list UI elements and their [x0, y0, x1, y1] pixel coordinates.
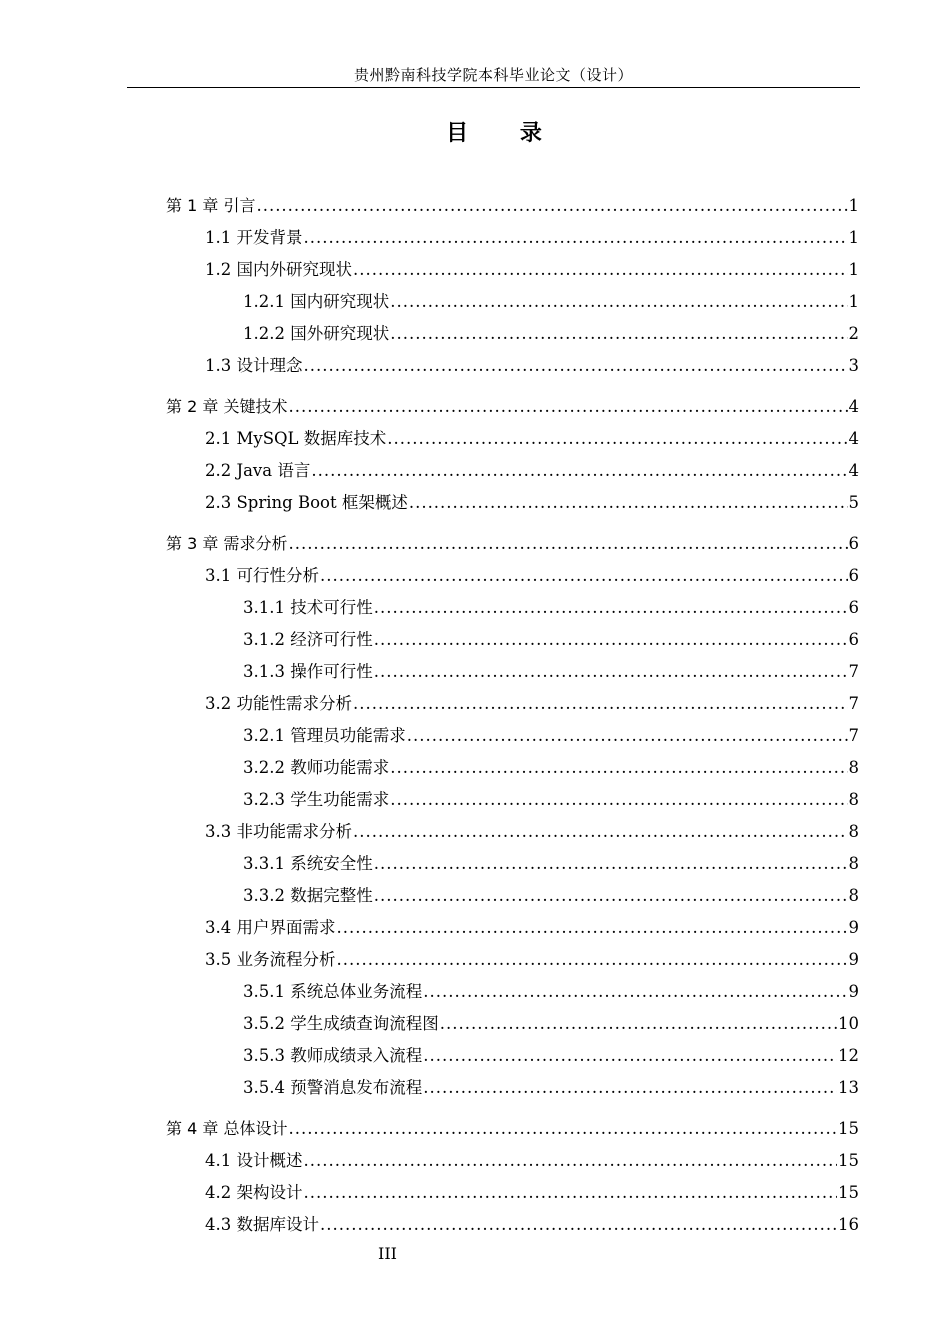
toc-dot-leader [304, 354, 848, 378]
toc-section-entry[interactable] [205, 427, 859, 451]
page-number: III [378, 1244, 397, 1263]
toc-entry-label: 第 2 章 关键技术 [166, 397, 288, 416]
toc-entry-page: 5 [848, 493, 859, 512]
toc-entry-page: 4 [848, 429, 859, 448]
toc-entry-label: 3.5.4 预警消息发布流程 [243, 1078, 423, 1097]
toc-section-entry[interactable] [243, 290, 859, 314]
toc-dot-leader [304, 1181, 838, 1205]
toc-chapter-entry[interactable] [166, 194, 859, 218]
toc-entry-page: 4 [848, 461, 859, 480]
toc-entry-label: 3.5.2 学生成绩查询流程图 [243, 1014, 439, 1033]
toc-entry-label: 第 1 章 引言 [166, 196, 256, 215]
toc-dot-leader [256, 194, 847, 218]
toc-entry-page: 7 [848, 726, 859, 745]
toc-entry-label: 3.2.1 管理员功能需求 [243, 726, 406, 745]
toc-section-entry[interactable] [243, 660, 859, 684]
toc-chapter-entry[interactable] [166, 395, 859, 419]
toc-entry-page: 4 [848, 397, 859, 416]
toc-entry-page: 15 [838, 1151, 859, 1170]
toc-dot-leader [390, 322, 847, 346]
toc-entry-label: 3.5.3 教师成绩录入流程 [243, 1046, 423, 1065]
toc-entry-label: 3.3.2 数据完整性 [243, 886, 373, 905]
toc-entry-page: 8 [848, 790, 859, 809]
toc-section-entry[interactable] [205, 1149, 859, 1173]
toc-section-entry[interactable] [243, 1076, 859, 1100]
toc-dot-leader [440, 1012, 837, 1036]
toc-section-entry[interactable] [205, 354, 859, 378]
toc-dot-leader [423, 980, 847, 1004]
toc-section-entry[interactable] [205, 1213, 859, 1237]
toc-entry-label: 3.4 用户界面需求 [205, 918, 336, 937]
toc-section-entry[interactable] [205, 491, 859, 515]
toc-dot-leader [288, 395, 847, 419]
toc-section-entry[interactable] [205, 692, 859, 716]
toc-entry-label: 3.2.3 学生功能需求 [243, 790, 390, 809]
toc-entry-label: 第 3 章 需求分析 [166, 534, 288, 553]
toc-section-entry[interactable] [243, 1012, 859, 1036]
toc-entry-page: 10 [838, 1014, 859, 1033]
toc-entry-label: 1.2 国内外研究现状 [205, 260, 352, 279]
toc-entry-page: 8 [848, 886, 859, 905]
toc-section-entry[interactable] [243, 980, 859, 1004]
toc-section-entry[interactable] [243, 596, 859, 620]
toc-dot-leader [337, 916, 848, 940]
toc-dot-leader [353, 820, 848, 844]
toc-dot-leader [304, 1149, 838, 1173]
toc-entry-page: 7 [848, 694, 859, 713]
toc-dot-leader [374, 852, 848, 876]
toc-entry-page: 16 [838, 1215, 859, 1234]
toc-entry-label: 第 4 章 总体设计 [166, 1119, 288, 1138]
toc-entry-page: 9 [848, 950, 859, 969]
toc-entry-label: 1.2.1 国内研究现状 [243, 292, 390, 311]
toc-entry-label: 2.2 Java 语言 [205, 461, 311, 480]
toc-dot-leader [288, 1117, 837, 1141]
toc-dot-leader [390, 756, 847, 780]
toc-entry-page: 15 [838, 1183, 859, 1202]
toc-entry-page: 6 [848, 630, 859, 649]
toc-dot-leader [423, 1076, 837, 1100]
toc-section-entry[interactable] [205, 820, 859, 844]
toc-entry-label: 4.3 数据库设计 [205, 1215, 319, 1234]
toc-dot-leader [320, 1213, 837, 1237]
toc-dot-leader [288, 532, 847, 556]
toc-section-entry[interactable] [243, 884, 859, 908]
toc-entry-label: 3.5 业务流程分析 [205, 950, 336, 969]
toc-section-entry[interactable] [205, 258, 859, 282]
toc-entry-page: 12 [838, 1046, 859, 1065]
toc-dot-leader [390, 788, 847, 812]
toc-section-entry[interactable] [243, 1044, 859, 1068]
toc-entry-page: 8 [848, 822, 859, 841]
toc-dot-leader [311, 459, 847, 483]
toc-entry-page: 8 [848, 854, 859, 873]
toc-dot-leader [374, 660, 848, 684]
toc-section-entry[interactable] [243, 322, 859, 346]
toc-chapter-entry[interactable] [166, 532, 859, 556]
toc-dot-leader [374, 628, 848, 652]
toc-entry-label: 3.1.1 技术可行性 [243, 598, 373, 617]
toc-entry-label: 1.1 开发背景 [205, 228, 303, 247]
toc-dot-leader [353, 258, 848, 282]
toc-entry-label: 1.2.2 国外研究现状 [243, 324, 390, 343]
toc-entry-page: 15 [838, 1119, 859, 1138]
toc-section-entry[interactable] [243, 788, 859, 812]
toc-dot-leader [409, 491, 848, 515]
toc-entry-label: 3.1.2 经济可行性 [243, 630, 373, 649]
toc-entry-page: 3 [848, 356, 859, 375]
toc-entry-page: 6 [848, 534, 859, 553]
toc-entry-page: 6 [848, 598, 859, 617]
toc-entry-label: 1.3 设计理念 [205, 356, 303, 375]
toc-dot-leader [423, 1044, 837, 1068]
toc-section-entry[interactable] [243, 724, 859, 748]
toc-entry-label: 4.2 架构设计 [205, 1183, 303, 1202]
toc-dot-leader [390, 290, 847, 314]
toc-chapter-entry[interactable] [166, 1117, 859, 1141]
toc-dot-leader [387, 427, 847, 451]
toc-entry-page: 1 [848, 228, 859, 247]
page-title: 目 录 [446, 121, 564, 146]
toc-entry-label: 3.2 功能性需求分析 [205, 694, 352, 713]
toc-entry-page: 7 [848, 662, 859, 681]
toc-entry-page: 1 [848, 292, 859, 311]
toc-entry-page: 8 [848, 758, 859, 777]
toc-entry-page: 9 [848, 982, 859, 1001]
toc-entry-label: 3.3.1 系统安全性 [243, 854, 373, 873]
toc-entry-page: 6 [848, 566, 859, 585]
toc-dot-leader [374, 596, 848, 620]
toc-section-entry[interactable] [243, 756, 859, 780]
toc-section-entry[interactable] [243, 852, 859, 876]
toc-entry-page: 1 [848, 196, 859, 215]
toc-entry-page: 9 [848, 918, 859, 937]
toc-entry-label: 2.1 MySQL 数据库技术 [205, 429, 387, 448]
toc-entry-page: 13 [838, 1078, 859, 1097]
toc-section-entry[interactable] [205, 459, 859, 483]
toc-entry-label: 2.3 Spring Boot 框架概述 [205, 493, 408, 512]
toc-entry-label: 3.1 可行性分析 [205, 566, 319, 585]
toc-entry-label: 4.1 设计概述 [205, 1151, 303, 1170]
toc-dot-leader [353, 692, 848, 716]
toc-entry-label: 3.5.1 系统总体业务流程 [243, 982, 423, 1001]
page-header [127, 64, 860, 88]
toc-entry-label: 3.2.2 教师功能需求 [243, 758, 390, 777]
toc-section-entry[interactable] [243, 628, 859, 652]
header-text: 贵州黔南科技学院本科毕业论文（设计） [353, 66, 633, 84]
toc-section-entry[interactable] [205, 564, 859, 588]
toc-entry-label: 3.1.3 操作可行性 [243, 662, 373, 681]
toc-dot-leader [374, 884, 848, 908]
toc-dot-leader [337, 948, 848, 972]
toc-dot-leader [407, 724, 848, 748]
toc-entry-page: 1 [848, 260, 859, 279]
toc-entry-label: 3.3 非功能需求分析 [205, 822, 352, 841]
toc-section-entry[interactable] [205, 948, 859, 972]
toc-dot-leader [320, 564, 848, 588]
toc-entry-page: 2 [848, 324, 859, 343]
toc-section-entry[interactable] [205, 1181, 859, 1205]
toc-dot-leader [304, 226, 848, 250]
toc-section-entry[interactable] [205, 916, 859, 940]
toc-section-entry[interactable] [205, 226, 859, 250]
